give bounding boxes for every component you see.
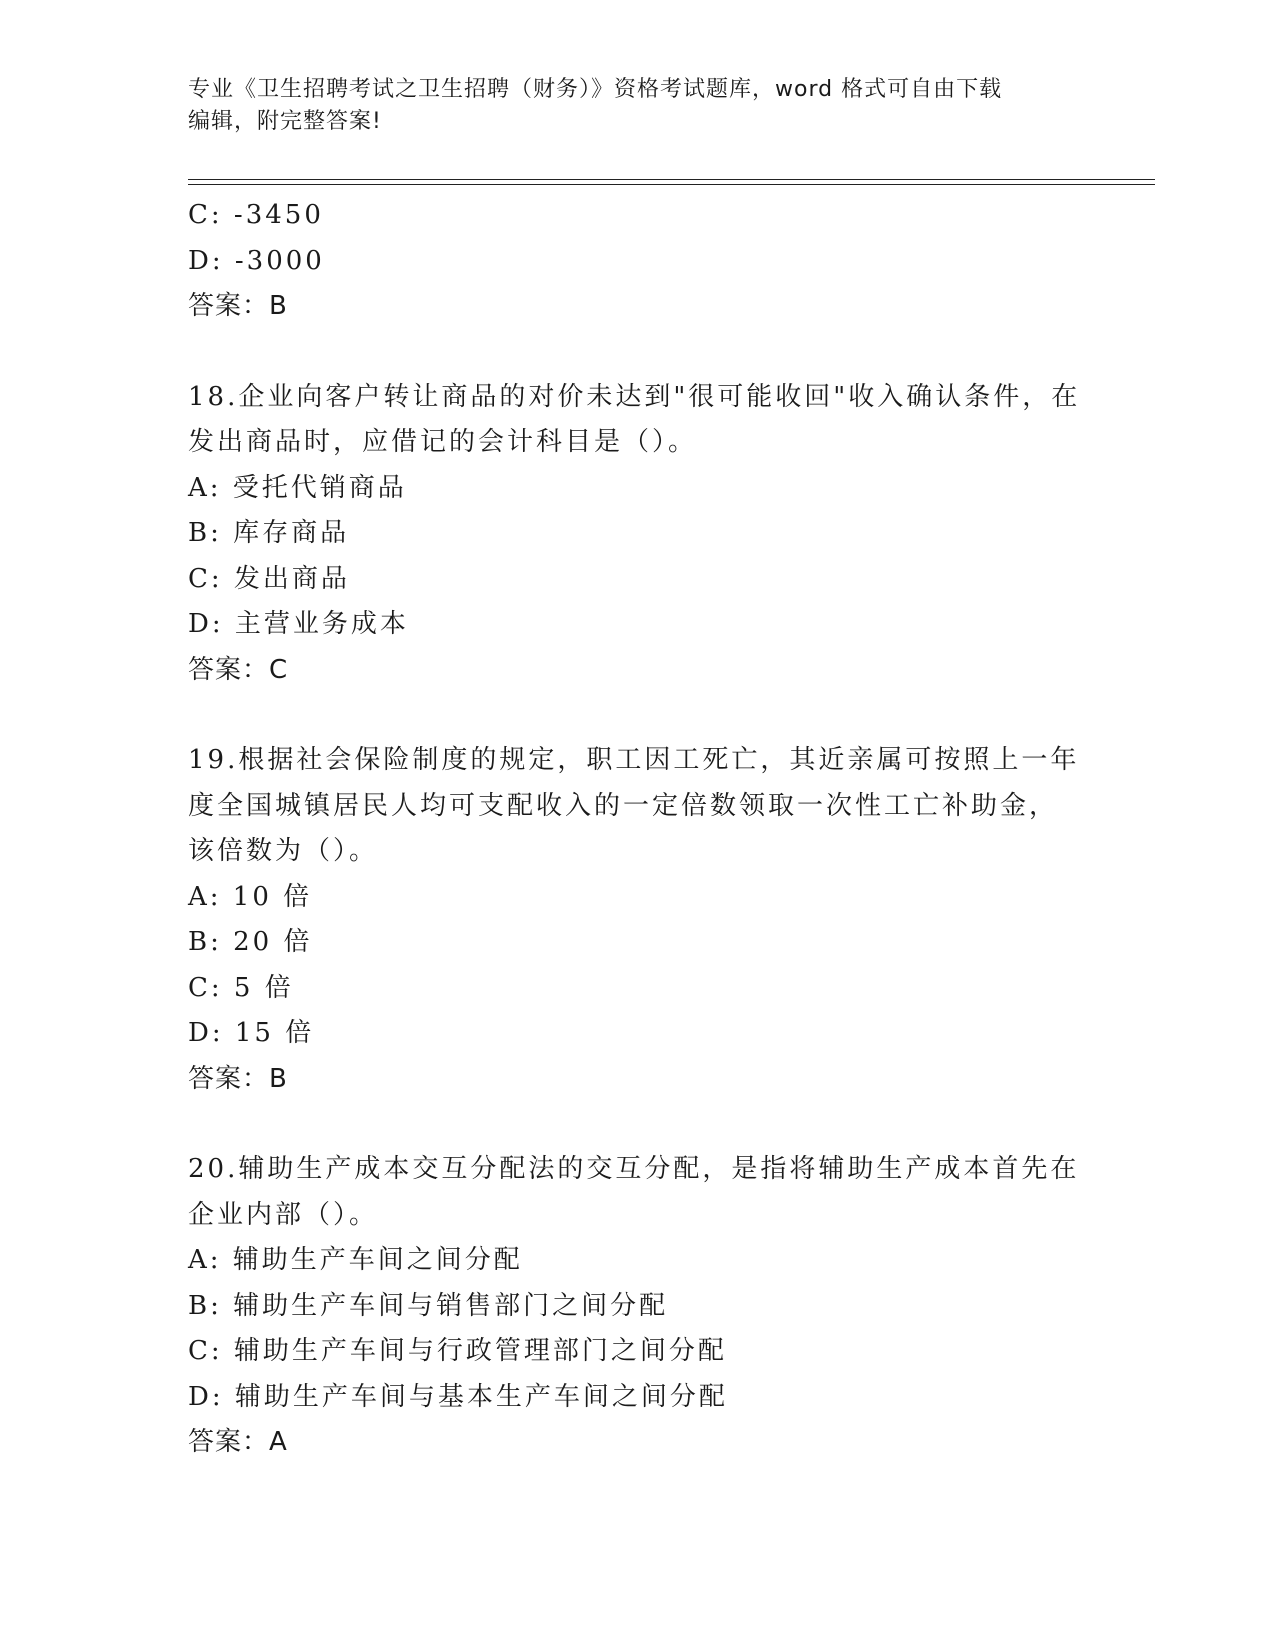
header-line-1: 专业《卫生招聘考试之卫生招聘（财务）》资格考试题库，word 格式可自由下载 (188, 77, 1003, 102)
question-stem-line: 企业内部（）。 (188, 1199, 379, 1230)
option-b: B: 库存商品 (188, 518, 350, 548)
question-content (188, 193, 1088, 1466)
option-b: B: 辅助生产车间与销售部门之间分配 (188, 1290, 669, 1321)
answer-line: 答案：B (188, 1063, 288, 1094)
question-stem-line: 该倍数为（）。 (188, 836, 379, 866)
spacer (188, 693, 1088, 738)
answer-line: 答案：C (188, 654, 289, 685)
header-rule-bottom (188, 184, 1155, 185)
question-20 (188, 1147, 1088, 1466)
option-d: D: -3000 (188, 245, 325, 276)
spacer (188, 1102, 1088, 1147)
header-line-2: 编辑，附完整答案! (188, 109, 382, 134)
question-stem-line: 20.辅助生产成本交互分配法的交互分配，是指将辅助生产成本首先在 (188, 1154, 1080, 1184)
spacer (188, 330, 1088, 375)
option-b: B: 20 倍 (188, 927, 313, 957)
question-19 (188, 738, 1088, 1102)
question-18 (188, 375, 1088, 694)
option-c: C: 发出商品 (188, 563, 350, 594)
option-d: D: 辅助生产车间与基本生产车间之间分配 (188, 1381, 728, 1412)
document-header (188, 74, 1088, 138)
previous-question (188, 193, 1088, 330)
question-stem-line: 18.企业向客户转让商品的对价未达到"很可能收回"收入确认条件，在 (188, 381, 1081, 412)
header-rule-top (188, 179, 1155, 180)
question-stem-line: 发出商品时，应借记的会计科目是（）。 (188, 427, 698, 457)
option-a: A: 辅助生产车间之间分配 (188, 1245, 523, 1275)
question-stem-line: 度全国城镇居民人均可支配收入的一定倍数领取一次性工亡补助金， (188, 790, 1059, 821)
option-a: A: 受托代销商品 (188, 472, 407, 503)
option-a: A: 10 倍 (188, 881, 313, 912)
option-c: C: 5 倍 (188, 972, 294, 1003)
answer-line: 答案：B (188, 291, 288, 321)
option-d: D: 15 倍 (188, 1018, 315, 1048)
question-stem-line: 19.根据社会保险制度的规定，职工因工死亡，其近亲属可按照上一年 (188, 745, 1080, 775)
answer-line: 答案：A (188, 1427, 288, 1457)
option-d: D: 主营业务成本 (188, 609, 409, 639)
option-c: C: -3450 (188, 200, 324, 230)
option-c: C: 辅助生产车间与行政管理部门之间分配 (188, 1336, 727, 1366)
